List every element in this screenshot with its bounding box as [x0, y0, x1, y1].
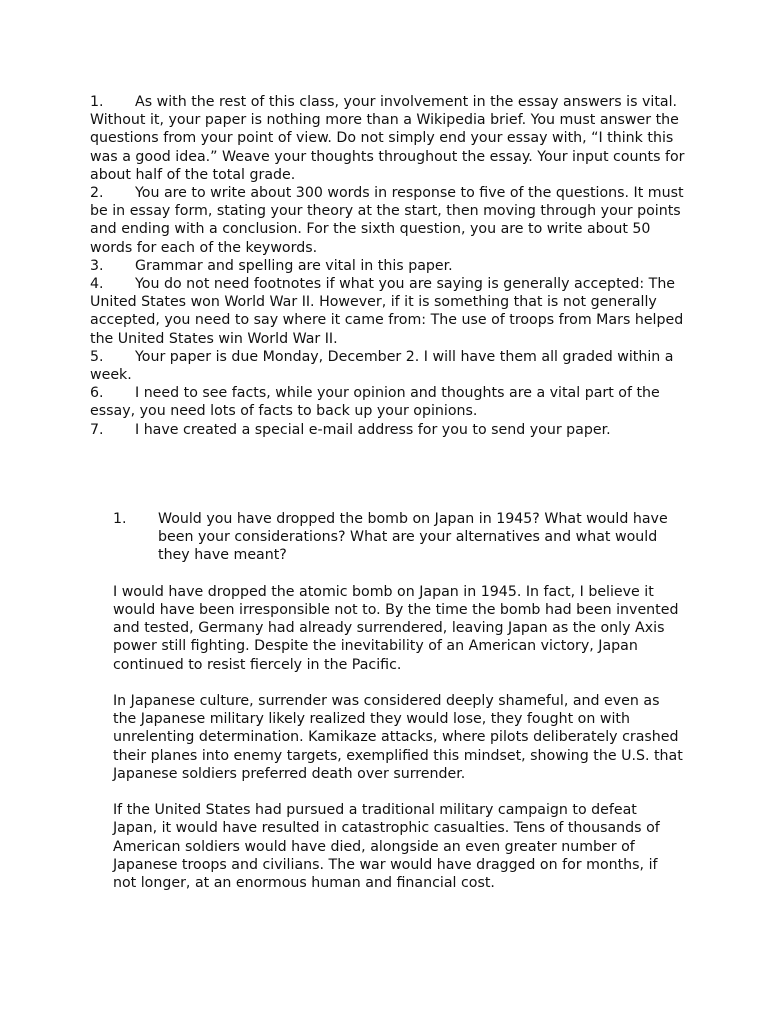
essay-paragraph: I would have dropped the atomic bomb on Japan in 1945. In fact, I believe it would have been irresponsible not to. By the time the bomb had been invented and tested, Germany had already surrendered, leaving Japan as the only Axis power still fighting. Despite the inevitability of an American victory, Japan continued to resist fiercely in the Pacific. — [113, 583, 679, 673]
question-number: 1. — [113, 511, 127, 527]
instruction-number: 7. — [90, 421, 104, 438]
instruction-number: 1. — [90, 94, 104, 110]
instruction-text: I have created a special e-mail address for you to send your paper. — [135, 421, 611, 438]
instruction-text: I need to see facts, while your opinion and thoughts are a vital part of the essay, you need lots of facts to back up your opinions. — [90, 385, 660, 420]
instruction-number: 3. — [90, 257, 104, 274]
essay-section — [113, 510, 683, 892]
instruction-number: 2. — [90, 185, 104, 202]
essay-question — [113, 510, 683, 565]
instruction-number: 6. — [90, 385, 104, 402]
instruction-text: You are to write about 300 words in response to five of the questions. It must be in essay form, stating your theory at the start, then moving through your points and ending with a conclusion. For the sixth question, you are to write about 50 words for each of the keywords. — [90, 185, 684, 256]
instruction-item — [90, 384, 690, 420]
instruction-text: Grammar and spelling are vital in this paper. — [135, 257, 453, 274]
instructions-list — [90, 93, 690, 439]
question-text: Would you have dropped the bomb on Japan in 1945? What would have been your considerations? What are your alternatives and what would they have meant? — [158, 511, 668, 564]
instruction-item — [90, 184, 690, 257]
instruction-text: You do not need footnotes if what you are saying is generally accepted: The United States won World War II. However, if it is something that is not generally accepted, you need to say where it came from: The use of troops from Mars helped the United States win World War II. — [90, 276, 684, 347]
instruction-text: Your paper is due Monday, December 2. I will have them all graded within a week. — [90, 348, 674, 384]
essay-paragraph: If the United States had pursued a traditional military campaign to defeat Japan, it would have resulted in catastrophic casualties. Tens of thousands of American soldiers would have died, alongside an even greater number of Japanese troops and civilians. The war would have dragged on for months, if not longer, at an enormous human and financial cost. — [113, 802, 660, 892]
instruction-item — [90, 421, 690, 439]
instruction-item — [90, 257, 690, 275]
instruction-number: 4. — [90, 276, 104, 293]
instruction-item — [90, 275, 690, 348]
instruction-text: As with the rest of this class, your involvement in the essay answers is vital. Without it, your paper is nothing more than a Wikipedia brief. You must answer the questions from your point of view. Do not simply end your essay with, “I think this was a good idea.” Weave your thoughts throughout the essay. Your input counts for about half of the total grade. — [90, 94, 685, 183]
essay-paragraph: In Japanese culture, surrender was considered deeply shameful, and even as the Japanese military likely realized they would lose, they fought on with unrelenting determination. Kamikaze attacks, where pilots deliberately crashed their planes into enemy targets, exemplified this mindset, showing the U.S. that Japanese soldiers preferred death over surrender. — [113, 693, 683, 782]
instruction-item — [90, 93, 690, 184]
instruction-item — [90, 348, 690, 384]
instruction-number: 5. — [90, 348, 104, 365]
